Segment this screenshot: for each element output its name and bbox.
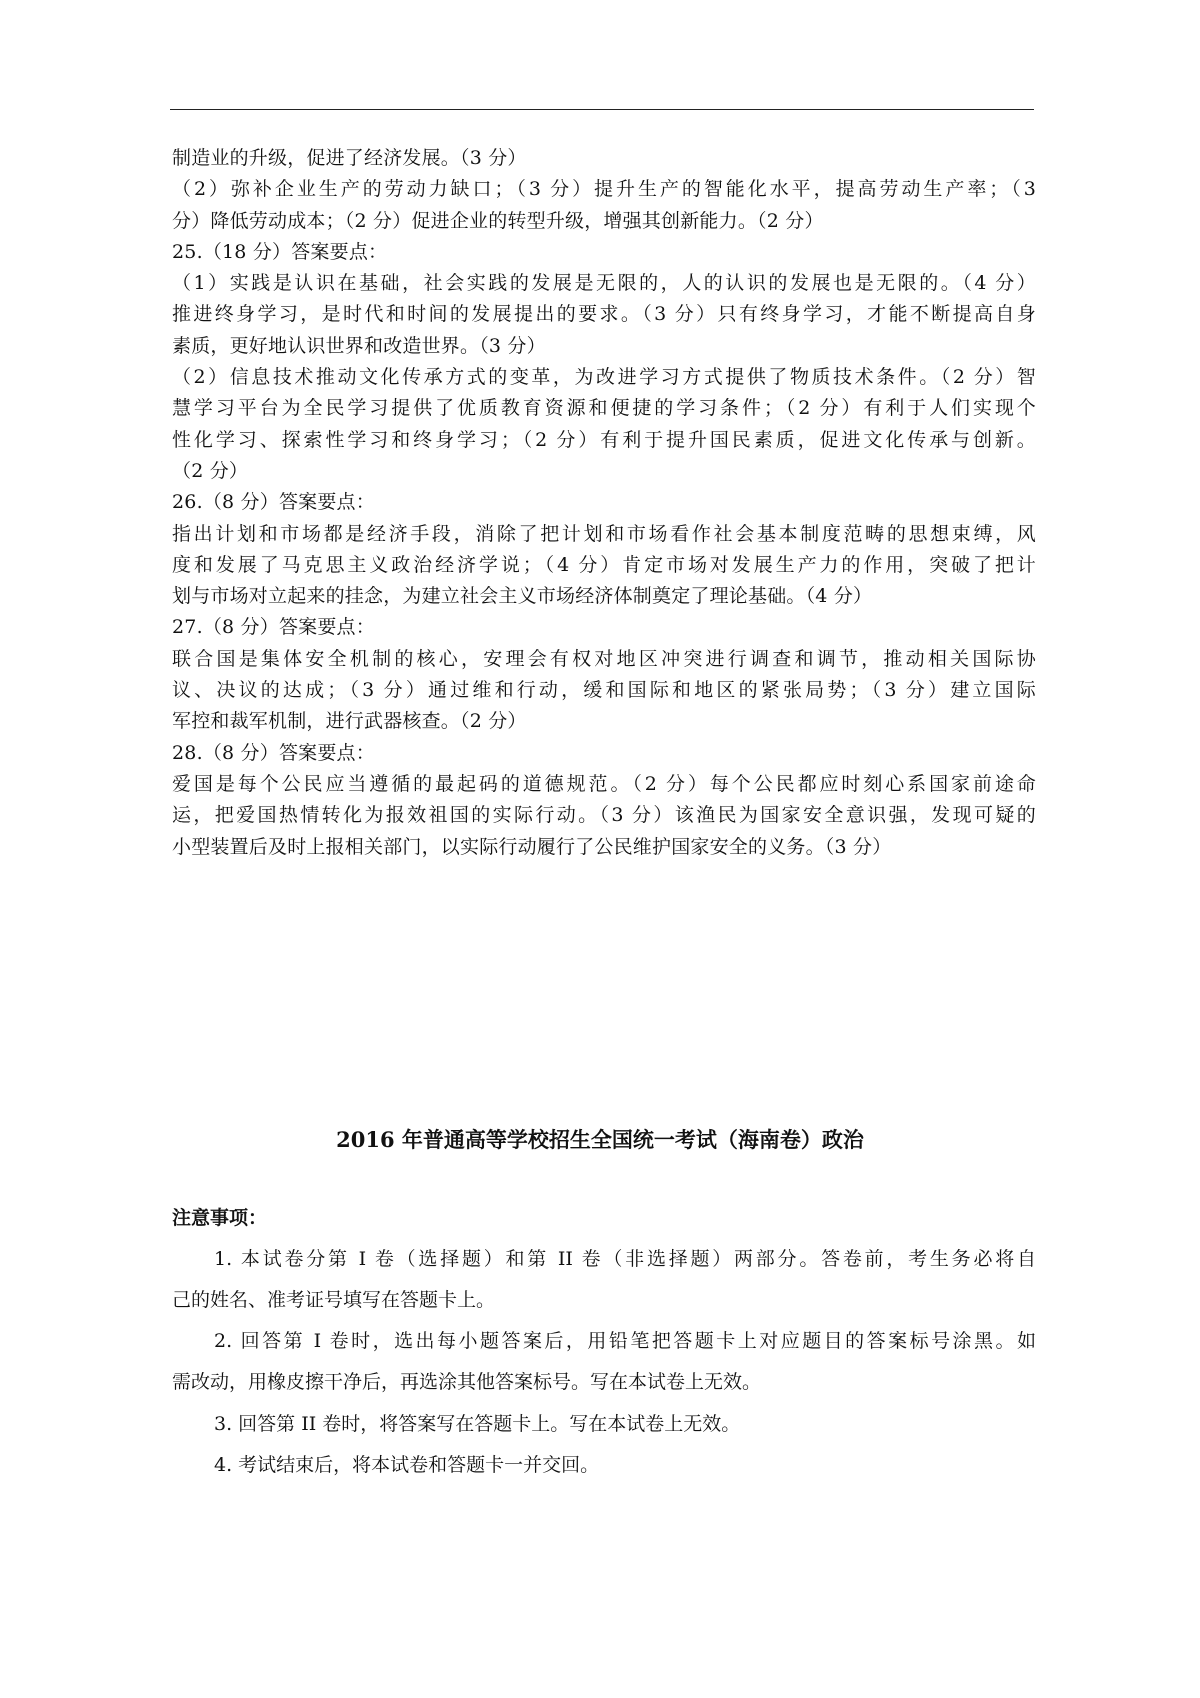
- answer-line: 推进终身学习，是时代和时间的发展提出的要求。（3 分）只有终身学习，才能不断提高自身: [172, 303, 1036, 326]
- header-rule: [170, 109, 1034, 110]
- answer-line: 划与市场对立起来的挂念，为建立社会主义市场经济体制奠定了理论基础。（4 分）: [172, 585, 873, 608]
- notice-item-continued: 己的姓名、准考证号填写在答题卡上。: [172, 1289, 496, 1311]
- exam-title: 2016 年普通高等学校招生全国统一考试（海南卷）政治: [336, 1127, 864, 1152]
- answer-line: 联合国是集体安全机制的核心，安理会有权对地区冲突进行调查和调节，推动相关国际协: [172, 647, 1036, 670]
- answer-line: 议、决议的达成；（3 分）通过维和行动，缓和国际和地区的紧张局势；（3 分）建立国际: [172, 679, 1036, 702]
- answer-line: 度和发展了马克思主义政治经济学说；（4 分）肯定市场对发展生产力的作用，突破了把计: [172, 553, 1036, 576]
- answer-line: （2）弥补企业生产的劳动力缺口；（3 分）提升生产的智能化水平，提高劳动生产率；（3: [172, 178, 1036, 201]
- answer-heading-26: 26.（8 分）答案要点：: [172, 491, 375, 514]
- notice-item-continued: 需改动，用橡皮擦干净后，再选涂其他答案标号。写在本试卷上无效。: [172, 1371, 762, 1393]
- answer-line: 素质，更好地认识世界和改造世界。（3 分）: [172, 334, 546, 357]
- answer-line: 制造业的升级，促进了经济发展。（3 分）: [172, 147, 527, 169]
- answer-key-section: [172, 143, 1036, 863]
- answer-heading-25: 25.（18 分）答案要点：: [172, 240, 388, 263]
- answer-line: （1）实践是认识在基础，社会实践的发展是无限的，人的认识的发展也是无限的。（4 分）: [172, 272, 1036, 295]
- answer-line: 指出计划和市场都是经济手段，消除了把计划和市场看作社会基本制度范畴的思想束缚，风: [172, 522, 1036, 545]
- notice-item: 2. 回答第 I 卷时，选出每小题答案后，用铅笔把答题卡上对应题目的答案标号涂黑。如: [214, 1330, 1036, 1352]
- answer-line: 分）降低劳动成本；（2 分）促进企业的转型升级，增强其创新能力。（2 分）: [172, 209, 824, 232]
- answer-line: 运，把爱国热情转化为报效祖国的实际行动。（3 分）该渔民为国家安全意识强，发现可疑的: [172, 804, 1036, 827]
- answer-heading-27: 27.（8 分）答案要点：: [172, 616, 375, 639]
- answer-line: 爱国是每个公民应当遵循的最起码的道德规范。（2 分）每个公民都应时刻心系国家前途命: [172, 772, 1036, 795]
- answer-line: 性化学习、探索性学习和终身学习；（2 分）有利于提升国民素质，促进文化传承与创新。: [172, 428, 1036, 451]
- answer-line: （2）信息技术推动文化传承方式的变革，为改进学习方式提供了物质技术条件。（2 分）智: [172, 366, 1036, 389]
- notice-heading: 注意事项：: [172, 1207, 268, 1229]
- notice-item: 4. 考试结束后，将本试卷和答题卡一并交回。: [214, 1454, 600, 1476]
- answer-line: 小型装置后及时上报相关部门，以实际行动履行了公民维护国家安全的义务。（3 分）: [172, 835, 892, 858]
- answer-heading-28: 28.（8 分）答案要点：: [172, 741, 375, 764]
- answer-line: （2 分）: [172, 459, 249, 482]
- answer-line: 慧学习平台为全民学习提供了优质教育资源和便捷的学习条件；（2 分）有利于人们实现个: [172, 397, 1036, 420]
- notice-item: 1. 本试卷分第 I 卷（选择题）和第 II 卷（非选择题）两部分。答卷前，考生务必将自: [214, 1248, 1036, 1270]
- notice-item: 3. 回答第 II 卷时，将答案写在答题卡上。写在本试卷上无效。: [214, 1413, 741, 1435]
- answer-line: 军控和裁军机制，进行武器核查。（2 分）: [172, 710, 527, 733]
